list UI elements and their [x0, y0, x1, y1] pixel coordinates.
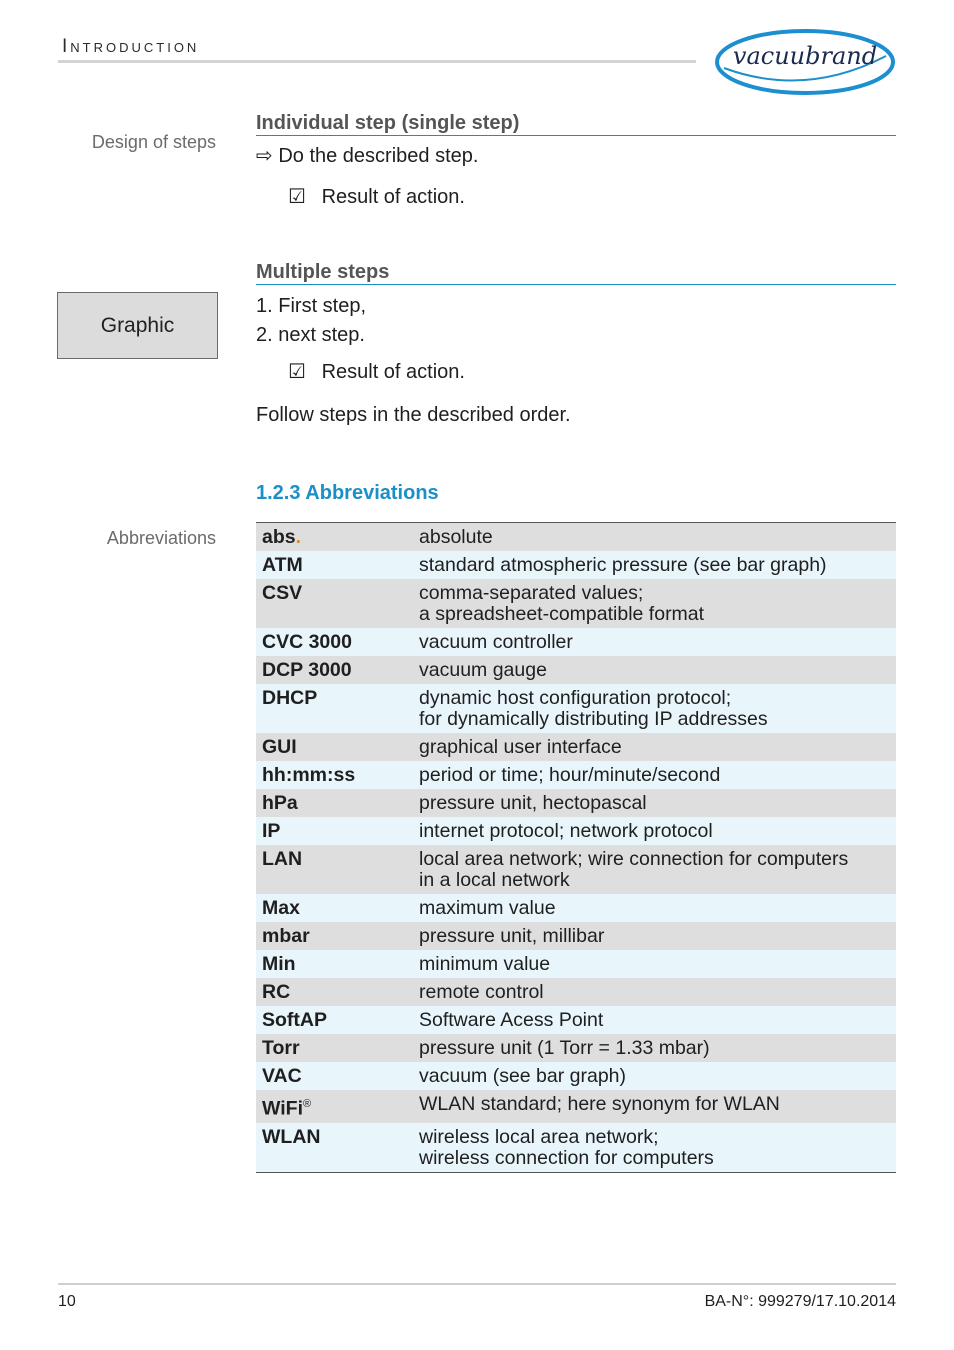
abbreviation-term	[256, 1006, 419, 1034]
abbreviation-term	[256, 551, 419, 579]
definition-line: pressure unit, hectopascal	[419, 792, 647, 814]
abbreviation-definition	[419, 894, 896, 922]
term-text: mbar	[262, 925, 310, 947]
definition-line: WLAN standard; here synonym for WLAN	[419, 1093, 780, 1115]
abbreviation-term	[256, 761, 419, 789]
definition-line: maximum value	[419, 897, 556, 919]
definition-line: comma-separated values;	[419, 582, 644, 604]
definition-line: wireless local area network;	[419, 1125, 659, 1148]
term-text: IP	[262, 820, 281, 842]
term-text: CVC 3000	[262, 631, 352, 653]
abbreviation-term	[256, 1062, 419, 1090]
term-text: DHCP	[262, 687, 318, 709]
checkbox-checked-icon: ☑	[288, 361, 306, 383]
term-text: WLAN	[262, 1125, 321, 1148]
table-row	[256, 684, 896, 733]
definition-line: internet protocol; network protocol	[419, 820, 713, 842]
registered-mark: ®	[302, 1098, 312, 1110]
abbreviations-table	[256, 522, 896, 1173]
margin-label-design-of-steps: Design of steps	[91, 132, 216, 152]
definition-line: graphical user interface	[419, 736, 622, 758]
term-suffix: .	[295, 526, 302, 548]
step-number: 1.	[256, 295, 273, 317]
single-step-text: Do the described step.	[278, 145, 479, 167]
multiple-steps-result	[288, 360, 465, 384]
single-step-result	[288, 185, 465, 209]
term-text: ATM	[262, 554, 303, 576]
table-row	[256, 950, 896, 978]
abbreviation-term	[256, 894, 419, 922]
abbreviation-definition	[419, 628, 896, 656]
abbreviation-definition	[419, 579, 896, 628]
abbreviation-term	[256, 817, 419, 845]
abbreviation-term	[256, 579, 419, 628]
page-number: 10	[58, 1293, 76, 1310]
abbreviation-definition	[419, 1090, 896, 1123]
term-text: Torr	[262, 1037, 300, 1059]
table-row	[256, 656, 896, 684]
term-text: DCP 3000	[262, 659, 352, 681]
term-text: abs	[262, 526, 296, 548]
term-text: SoftAP	[262, 1009, 327, 1031]
table-row	[256, 1006, 896, 1034]
table-row	[256, 1090, 896, 1123]
abbreviation-definition	[419, 922, 896, 950]
abbreviation-term	[256, 1123, 419, 1173]
term-text: CSV	[262, 582, 303, 604]
table-row	[256, 1123, 896, 1173]
definition-line: standard atmospheric pressure (see bar graph)	[419, 554, 827, 576]
abbreviation-term	[256, 978, 419, 1006]
table-row	[256, 789, 896, 817]
table-row	[256, 817, 896, 845]
definition-line: local area network; wire connection for computers	[419, 848, 849, 870]
abbreviation-definition	[419, 684, 896, 733]
table-row	[256, 1034, 896, 1062]
term-text: GUI	[262, 736, 297, 758]
abbreviation-definition	[419, 523, 896, 552]
single-step-result-text: Result of action.	[321, 186, 465, 208]
table-row	[256, 733, 896, 761]
header-title: Introduction	[62, 36, 200, 57]
definition-line: dynamic host configuration protocol;	[419, 687, 732, 709]
definition-line: remote control	[419, 981, 544, 1003]
abbreviations-heading: 1.2.3 Abbreviations	[256, 482, 439, 504]
table-row	[256, 551, 896, 579]
abbreviation-definition	[419, 1062, 896, 1090]
multiple-steps-result-text: Result of action.	[321, 361, 465, 383]
definition-line: pressure unit, millibar	[419, 925, 605, 947]
abbreviation-term	[256, 845, 419, 894]
definition-line: Software Acess Point	[419, 1009, 604, 1031]
step-item-1	[256, 294, 366, 318]
definition-line: vacuum gauge	[419, 659, 547, 681]
abbreviation-term	[256, 733, 419, 761]
abbreviation-term	[256, 950, 419, 978]
step-text: next step.	[278, 324, 365, 346]
checkbox-checked-icon: ☑	[288, 186, 306, 208]
definition-line: wireless connection for computers	[419, 1146, 714, 1169]
abbreviation-definition	[419, 761, 896, 789]
abbreviation-term	[256, 523, 419, 552]
abbreviation-definition	[419, 978, 896, 1006]
section-heading-multiple-steps: Multiple steps	[256, 260, 896, 285]
definition-line: minimum value	[419, 953, 551, 975]
document-reference: BA-N°: 999279/17.10.2014	[704, 1293, 896, 1310]
definition-line: pressure unit (1 Torr = 1.33 mbar)	[419, 1037, 710, 1059]
graphic-box	[57, 292, 218, 359]
table-row	[256, 523, 896, 552]
abbreviation-term	[256, 789, 419, 817]
graphic-label: Graphic	[100, 313, 175, 337]
header-rule	[58, 60, 696, 63]
table-row	[256, 978, 896, 1006]
margin-label-abbreviations: Abbreviations	[106, 528, 216, 548]
abbreviation-definition	[419, 789, 896, 817]
definition-line: vacuum (see bar graph)	[419, 1065, 627, 1087]
term-text: Max	[262, 897, 300, 919]
table-row	[256, 628, 896, 656]
definition-line: a spreadsheet-compatible format	[419, 603, 705, 625]
abbreviation-definition	[419, 950, 896, 978]
abbreviation-term	[256, 1090, 419, 1123]
definition-line: period or time; hour/minute/second	[419, 764, 721, 786]
step-item-2	[256, 323, 365, 347]
term-text: Min	[262, 953, 296, 975]
term-text: hPa	[262, 792, 298, 814]
table-row	[256, 761, 896, 789]
abbreviation-term	[256, 656, 419, 684]
table-row	[256, 1062, 896, 1090]
definition-line: for dynamically distributing IP addresses	[419, 708, 768, 730]
abbreviation-definition	[419, 845, 896, 894]
vacuubrand-logo	[714, 28, 896, 96]
abbreviation-definition	[419, 1006, 896, 1034]
abbreviation-definition	[419, 1034, 896, 1062]
logo-text: vacuubrand	[732, 42, 878, 70]
abbreviation-term	[256, 628, 419, 656]
abbreviation-term	[256, 684, 419, 733]
follow-steps-note: Follow steps in the described order.	[256, 404, 571, 426]
table-row	[256, 579, 896, 628]
abbreviation-definition	[419, 733, 896, 761]
single-step-instruction	[256, 144, 478, 168]
term-text: RC	[262, 981, 291, 1003]
table-row	[256, 922, 896, 950]
definition-line: vacuum controller	[419, 631, 573, 653]
term-text: hh:mm:ss	[262, 764, 356, 786]
abbreviation-term	[256, 922, 419, 950]
footer-rule	[58, 1283, 896, 1285]
step-text: First step,	[278, 295, 367, 317]
arrow-right-icon: ⇨	[256, 145, 273, 167]
abbreviation-definition	[419, 1123, 896, 1173]
term-text: VAC	[262, 1065, 302, 1087]
term-text: WiFi	[262, 1097, 303, 1120]
abbreviation-term	[256, 1034, 419, 1062]
definition-line: absolute	[419, 526, 493, 548]
step-number: 2.	[256, 324, 273, 346]
abbreviation-definition	[419, 551, 896, 579]
table-row	[256, 894, 896, 922]
table-row	[256, 845, 896, 894]
abbreviation-definition	[419, 656, 896, 684]
section-heading-single-step: Individual step (single step)	[256, 111, 896, 136]
term-text: LAN	[262, 848, 303, 870]
abbreviation-definition	[419, 817, 896, 845]
definition-line: in a local network	[419, 869, 570, 891]
